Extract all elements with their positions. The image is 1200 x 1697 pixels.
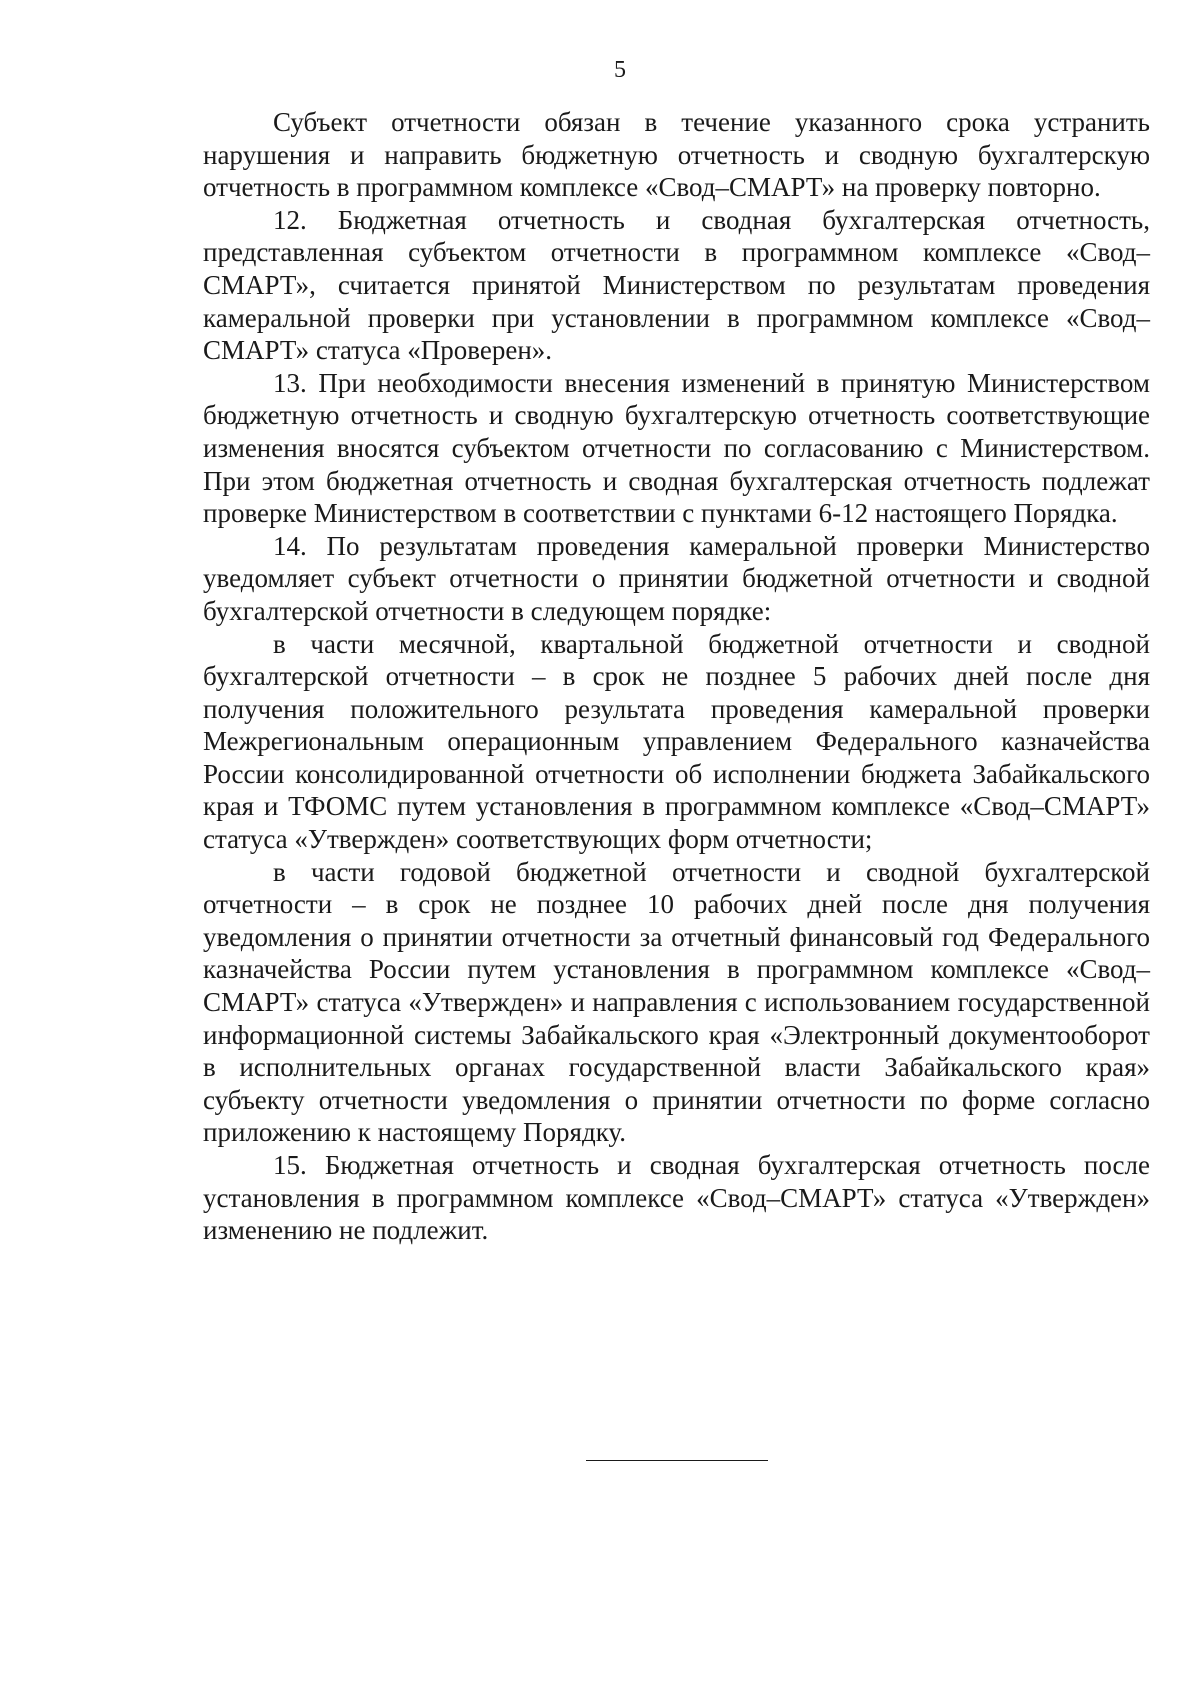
paragraph-item-15: 15. Бюджетная отчетность и сводная бухгалтерская отчетность после установления в программном комплексе «Свод–СМАРТ» статуса «Утвержден» изменению не подлежит. [203,1150,1150,1246]
paragraph-item-14: 14. По результатам проведения камеральной проверки Министерство уведомляет субъект отчетности о принятии бюджетной отчетности и сводной бухгалтерской отчетности в следующем порядке: [203,530,1150,626]
page-number: 5 [614,57,626,83]
paragraph-item-13: 13. При необходимости внесения изменений в принятую Министерством бюджетную отчетность и сводную бухгалтерскую отчетность соответствующие изменения вносятся субъектом отчетности по согласованию с Министерством. При этом бюджетная отчетность и сводная бухгалтерская отчетность подлежат проверке Министерством в соответствии с пунктами 6-12 настоящего Порядка. [203,367,1150,529]
document-body [203,106,1150,1247]
paragraph-item-14-annual: в части годовой бюджетной отчетности и сводной бухгалтерской отчетности – в срок не позднее 10 рабочих дней после дня получения уведомления о принятии отчетности за отчетный финансовый год Федерального казначейства России путем установления в программном комплексе «Свод–СМАРТ» статуса «Утвержден» и направления с использованием государственной информационной системы Забайкальского края «Электронный документооборот в исполнительных органах государственной власти Забайкальского края» субъекту отчетности уведомления о принятии отчетности по форме согласно приложению к настоящему Порядку. [203,856,1150,1148]
paragraph-item-14-monthly: в части месячной, квартальной бюджетной отчетности и сводной бухгалтерской отчетности – в срок не позднее 5 рабочих дней после дня получения положительного результата проведения камеральной проверки Межрегиональным операционным управлением Федерального казначейства России консолидированной отчетности об исполнении бюджета Забайкальского края и ТФОМС путем установления в программном комплексе «Свод–СМАРТ» статуса «Утвержден» соответствующих форм отчетности; [203,628,1150,855]
paragraph-resubmission: Субъект отчетности обязан в течение указанного срока устранить нарушения и направить бюджетную отчетность и сводную бухгалтерскую отчетность в программном комплексе «Свод–СМАРТ» на проверку повторно. [203,107,1150,203]
end-of-document-rule [586,1460,768,1461]
paragraph-item-12: 12. Бюджетная отчетность и сводная бухгалтерская отчетность, представленная субъектом отчетности в программном комплексе «Свод–СМАРТ», считается принятой Министерством по результатам проведения камеральной проверки при установлении в программном комплексе «Свод–СМАРТ» статуса «Проверен». [203,204,1150,366]
